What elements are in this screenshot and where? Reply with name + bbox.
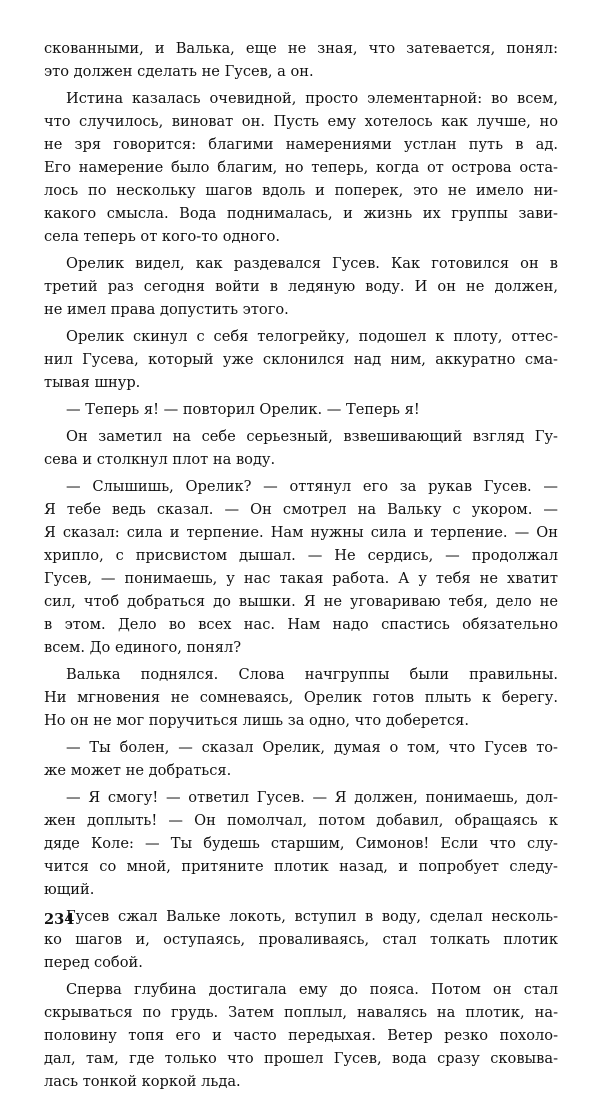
text-line: лась тонкой коркой льда. [44, 1073, 241, 1090]
text-line: лось по нескольку шагов вдоль и поперек, это не имело ни- [44, 182, 558, 199]
text-line: жен доплыть! — Он помолчал, потом добавил, обращаясь к [44, 812, 558, 829]
text-line: Сперва глубина достигала ему до пояса. Потом он стал [66, 981, 558, 998]
text-line: это должен сделать не Гусев, а он. [44, 63, 314, 80]
text-line: Его намерение было благим, но теперь, когда от острова оста- [44, 159, 558, 176]
text-line: скрываться по грудь. Затем поплыл, навалясь на плотик, на- [44, 1004, 558, 1021]
text-line: какого смысла. Вода поднималась, и жизнь их группы зави- [44, 205, 558, 222]
page-number: 234 [44, 911, 75, 928]
paragraph [44, 475, 558, 659]
text-line: Ни мгновения не сомневаясь, Орелик готов плыть к берегу. [44, 689, 558, 706]
text-line: чится со мной, притяните плотик назад, и попробует следу- [44, 858, 558, 875]
text-line: Он заметил на себе серьезный, взвешивающий взгляд Гу- [66, 428, 558, 445]
text-line: не имел права допустить этого. [44, 301, 289, 318]
text-line: нил Гусева, который уже склонился над ним, аккуратно сма- [44, 351, 558, 368]
paragraph [44, 325, 558, 394]
text-line: что случилось, виноват он. Пусть ему хотелось как лучше, но [44, 113, 558, 130]
paragraph [44, 398, 558, 421]
text-line: — Ты болен, — сказал Орелик, думая о том, что Гусев то- [66, 739, 558, 756]
text-line: Орелик скинул с себя телогрейку, подошел к плоту, оттес- [66, 328, 558, 345]
paragraph [44, 252, 558, 321]
text-line: Валька поднялся. Слова начгруппы были правильны. [66, 666, 558, 683]
text-line: в этом. Дело во всех нас. Нам надо спастись обязательно [44, 616, 558, 633]
paragraph [44, 663, 558, 732]
text-line: села теперь от кого-то одного. [44, 228, 281, 245]
text-line: Истина казалась очевидной, просто элементарной: во всем, [66, 90, 558, 107]
text-line: же может не добраться. [44, 762, 232, 779]
paragraph [44, 978, 558, 1093]
text-line: половину топя его и часто передыхая. Ветер резко похоло- [44, 1027, 558, 1044]
paragraph [44, 37, 558, 83]
text-line: ющий. [44, 881, 95, 898]
text-line: — Я смогу! — ответил Гусев. — Я должен, понимаешь, дол- [66, 789, 558, 806]
text-line: всем. До единого, понял? [44, 639, 242, 656]
text-line: хрипло, с присвистом дышал. — Не сердись, — продолжал [44, 547, 558, 564]
text-line: тывая шнур. [44, 374, 141, 391]
text-line: Я тебе ведь сказал. — Он смотрел на Вальку с укором. — [44, 501, 558, 518]
text-line: Но он не мог поручиться лишь за одно, что доберется. [44, 712, 470, 729]
text-line: сил, чтоб добраться до вышки. Я не уговариваю тебя, дело не [44, 593, 558, 610]
text-line: Гусев сжал Вальке локоть, вступил в воду, сделал несколь- [66, 908, 558, 925]
paragraph [44, 905, 558, 974]
paragraph [44, 87, 558, 248]
text-line: ко шагов и, оступаясь, проваливаясь, стал толкать плотик [44, 931, 558, 948]
text-line: дал, там, где только что прошел Гусев, вода сразу сковыва- [44, 1050, 558, 1067]
text-line: скованными, и Валька, еще не зная, что затевается, понял: [44, 40, 558, 57]
text-line: Гусев, — понимаешь, у нас такая работа. А у тебя не хватит [44, 570, 558, 587]
text-line: перед собой. [44, 954, 143, 971]
text-line: — Теперь я! — повторил Орелик. — Теперь я! [66, 401, 420, 418]
text-line: Я сказал: сила и терпение. Нам нужны сила и терпение. — Он [44, 524, 558, 541]
paragraph [44, 425, 558, 471]
text-line: третий раз сегодня войти в ледяную воду. И он не должен, [44, 278, 558, 295]
text-line: — Слышишь, Орелик? — оттянул его за рукав Гусев. — [66, 478, 558, 495]
text-line: не зря говорится: благими намерениями устлан путь в ад. [44, 136, 558, 153]
paragraph [44, 736, 558, 782]
text-line: дяде Коле: — Ты будешь старшим, Симонов! Если что слу- [44, 835, 558, 852]
text-line: сева и столкнул плот на воду. [44, 451, 276, 468]
paragraph [44, 786, 558, 901]
text-line: Орелик видел, как раздевался Гусев. Как готовился он в [66, 255, 558, 272]
page-body-text [44, 37, 558, 1093]
